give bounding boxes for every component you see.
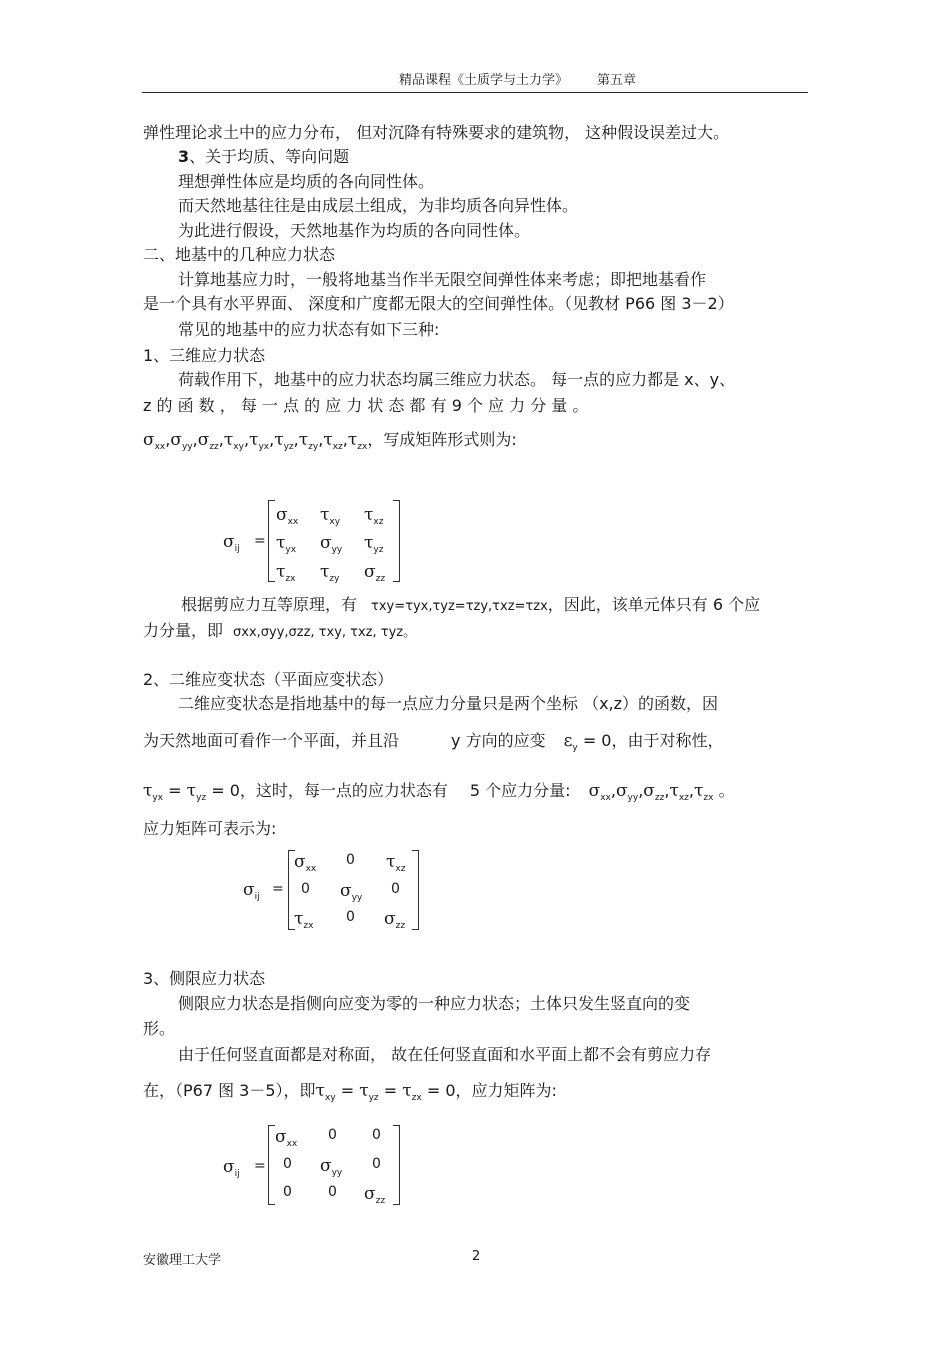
line-2-num: 3: [178, 147, 190, 166]
s3-line-4: 在，（P67 图 3－5），即$\tau_{xy} = \tau_{yz} = \tau_{zx} = 0$，应力矩阵为:: [143, 1081, 557, 1103]
s2-line-1: 二维应变状态是指地基中的每一点应力分量只是两个坐标 （x,z）的函数，因: [178, 694, 719, 713]
s3-title: 3、侧限应力状态: [143, 969, 266, 988]
line-1: 弹性理论求土中的应力分布， 但对沉降有特殊要求的建筑物， 这种假设误差过大。: [143, 123, 730, 142]
header-course: 精品课程《土质学与土力学》: [399, 73, 569, 88]
s1-line-2: z 的 函 数 ， 每 一 点 的 应 力 状 态 都 有 9 个 应 力 分 量 。: [143, 396, 589, 415]
s2-line-2: 为天然地面可看作一个平面，并且沿 y 方向的应变 $\varepsilon_y = 0$，由于对称性，: [143, 731, 724, 753]
line-7: 计算地基应力时，一般将地基当作半无限空间弹性体来考虑；即把地基看作: [178, 270, 707, 289]
line-2: [178, 147, 349, 167]
s3-line-1: 侧限应力状态是指侧向应变为零的一种应力状态；土体只发生竖直向的变: [178, 994, 691, 1013]
footer-page-number: 2: [472, 1249, 481, 1264]
s1-matrix-suffix: ，写成矩阵形式则为:: [367, 430, 517, 449]
s3-line-3: 由于任何竖直面都是对称面， 故在任何竖直面和水平面上都不会有剪应力存: [178, 1045, 712, 1064]
s1-line-4: 根据剪应力互等原理，有 τxy=τyx,τyz=τzy,τxz=τzx，因此，该单元体只有 6 个应: [181, 595, 761, 614]
s2-title: 2、二维应变状态（平面应变状态）: [143, 670, 394, 689]
s1-components-line: $\sigma_{xx},\sigma_{yy},\sigma_{zz},\tau_{xy},\tau_{yx},\tau_{yz},\tau_{zy},\tau_{xz},\tau_{zx}$，写成矩阵形式则为:: [143, 430, 517, 452]
section-heading-2: 二、地基中的几种应力状态: [143, 245, 336, 264]
s1-line-5: 力分量，即 σxx,σyy,σzz, τxy, τxz, τyz。: [143, 621, 417, 640]
line-4: 而天然地基往往是由成层土组成，为非均质各向异性体。: [178, 196, 579, 215]
header-rule: [142, 92, 808, 93]
line-9: 常见的地基中的应力状态有如下三种:: [178, 320, 440, 339]
line-3: 理想弹性体应是均质的各向同性体。: [178, 172, 435, 191]
s2-line-4: 应力矩阵可表示为:: [143, 819, 277, 838]
s1-title: 1、三维应力状态: [143, 346, 266, 365]
s2-line-3: $\tau_{yx} = \tau_{yz} = 0$，这时，每一点的应力状态有 5 个应力分量: $\sigma_{xx},\sigma_{yy},\sigma_{zz},\tau_{xz},\tau_{zx}$ 。: [143, 781, 735, 803]
s1-line-1: 荷载作用下，地基中的应力状态均属三维应力状态。 每一点的应力都是 x、y、: [178, 370, 736, 389]
header-chapter: 第五章: [597, 73, 637, 88]
s3-line-2: 形。: [143, 1019, 176, 1038]
line-8: 是一个具有水平界面、 深度和广度都无限大的空间弹性体。（见教材 P66 图 3－2）: [143, 294, 734, 313]
line-5: 为此进行假设，天然地基作为均质的各向同性体。: [178, 221, 531, 240]
line-2-text: 、关于均质、等向问题: [189, 147, 350, 166]
footer-university: 安徽理工大学: [143, 1253, 222, 1268]
